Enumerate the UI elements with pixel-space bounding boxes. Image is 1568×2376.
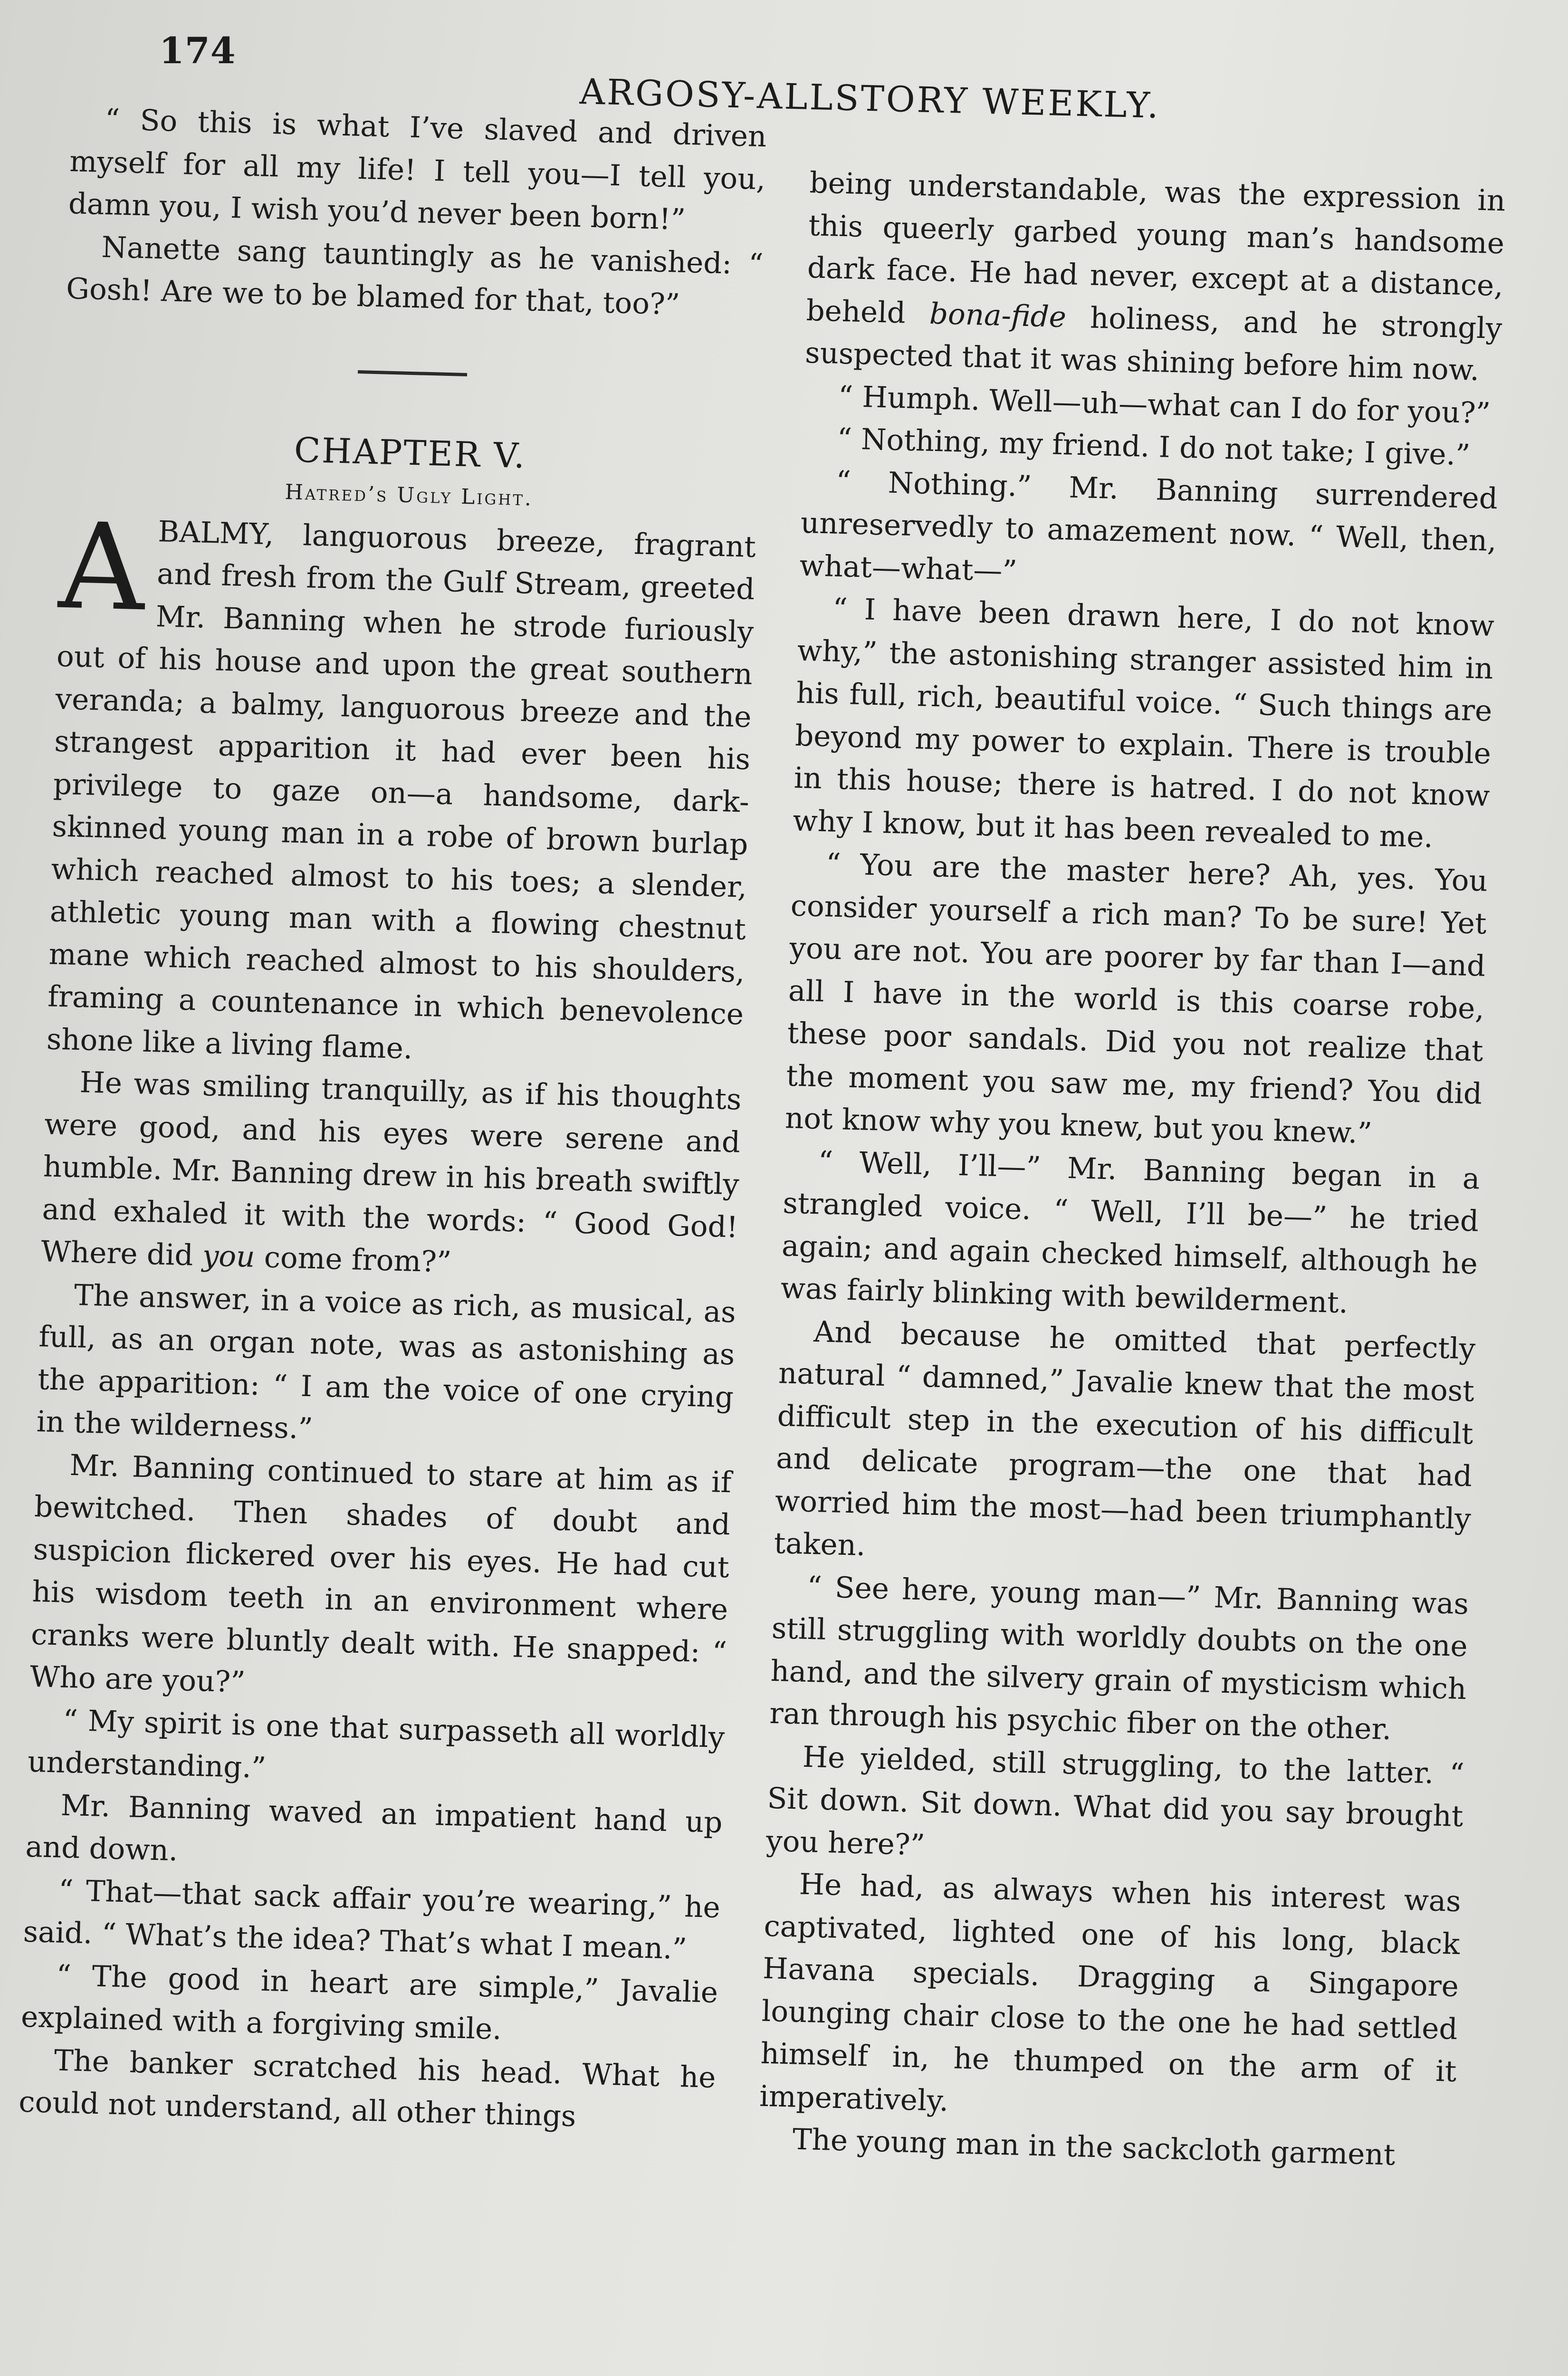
paragraph: “ My spirit is one that surpasseth all worldly understanding.” [27,1703,726,1785]
left-column [18,97,767,2141]
section-divider [358,370,467,376]
page-number: 174 [159,29,236,72]
chapter-subtitle: Hatred’s Ugly Light. [284,480,534,511]
running-head: ARGOSY-ALLSTORY WEEKLY. [579,71,1161,126]
paragraph: And because he omitted that perfectly natural “ damned,” Javalie knew that the most difficult step in the execution of his difficult and delicate program—the one that had worried him the most—had been triumphantly taken. [773,1314,1476,1563]
paragraph: “ Nothing.” Mr. Banning surrendered unreservedly to amazement now. “ Well, then, what—what—” [799,464,1498,588]
paragraph: “ Nothing, my friend. I do not take; I give.” [836,422,1471,472]
paragraph: “ Well, I’ll—” Mr. Banning began in a strangled voice. “ Well, I’ll be—” he tried again; and again checked himself, although he was fairly blinking with bewilderment. [780,1144,1481,1320]
emphasis-text: bona-fide [929,297,1067,334]
paragraph: He had, as always when his interest was captivated, lighted one of his long, black Havana specials. Dragging a Singapore lounging chair close to the one he had settled himself in, he thumped on the arm of it imperatively. [759,1867,1462,2118]
chapter-opening-paragraph [46,497,756,1078]
paragraph: The answer, in a voice as rich, as musical, as full, as an organ note, was as astonishing as the apparition: “ I am the voice of one crying in the wilderness.” [36,1278,736,1446]
paragraph: Mr. Banning waved an impatient hand up and down. [25,1788,723,1868]
chapter-title: CHAPTER V. [294,430,527,476]
paragraph: “ The good in heart are simple,” Javalie explained with a forgiving smile. [20,1958,719,2047]
paragraph-text: He was smiling tranquilly, as if his thoughts were good, and his eyes were serene and humble. Mr. Banning drew in his breath swiftly and exhaled it with the words: “ Good God! Where did [40,1065,742,1273]
paragraph: “ Humph. Well—uh—what can I do for you?” [838,379,1491,431]
paragraph: Nanette sang tauntingly as he vanished: “ Gosh! Are we to be blamed for that, too?” [66,230,764,322]
paragraph: The banker scratched his head. What he could not understand, all other things [18,2043,717,2134]
paragraph: “ See here, young man—” Mr. Banning was still struggling with worldly doubts on the one hand, and the silvery grain of mysticism which ran through his psychic fiber on the other. [769,1570,1469,1747]
paragraph: He yielded, still struggling, to the latter. “ Sit down. Sit down. What did you say brought you here?” [765,1740,1465,1862]
paragraph [40,1060,742,1291]
paragraph [804,162,1506,393]
paragraph-text: come from?” [254,1240,452,1279]
paragraph: The young man in the sackcloth garment [792,2122,1396,2172]
paragraph-text: being understandable, was the expression in this queerly garbed young man’s handsome dark face. He had never, except at a distance, beheld [805,165,1506,331]
paragraph: “ I have been drawn here, I do not know why,” the astonishing stranger assisted him in his full, rich, beautiful voice. “ Such things are beyond my power to explain. There is trouble in this house; there is hatred. I do not know why I know, but it has been revealed to me. [792,592,1495,854]
paragraph: “ You are the master here? Ah, yes. You consider yourself a rich man? To be sure! Yet you are not. You are poorer by far than I—and all I have in the world is this coarse robe, these poor sandals. Did you not realize that the moment you saw me, my friend? You did not know why you knew, but you knew.” [784,847,1488,1150]
paragraph-text: holiness, and he strongly suspected that it was shining before him now. [804,300,1503,387]
right-column [758,162,1506,2178]
paragraph: “ So this is what I’ve slaved and driven myself for all my life! I tell you—I tell you, damn you, I wish you’d never been born!” [68,102,767,237]
paragraph-text: BALMY, languorous breeze, fragrant and fresh from the Gulf Stream, greeted Mr. Banning when he strode furiously out of his house and upon the great southern veranda; a balmy, languorous breeze and the strangest apparition it had ever been his privilege to gaze on—a handsome, dark-skinned young man in a robe of brown burlap which reached almost to his toes; a slender, athletic young man with a flowing chestnut mane which reached almost to his shoulders, framing a countenance in which benevolence shone like a living flame. [46,514,756,1065]
paragraph: Mr. Banning continued to stare at him as if bewitched. Then shades of doubt and suspicion flickered over his eyes. He had cut his wisdom teeth in an environment where cranks were bluntly dealt with. He snapped: “ Who are you?” [29,1448,732,1699]
paragraph: “ That—that sack affair you’re wearing,” he said. “ What’s the idea? That’s what I mean.” [22,1873,721,1966]
emphasis-text: you [202,1239,256,1274]
drop-cap: A [57,497,147,637]
